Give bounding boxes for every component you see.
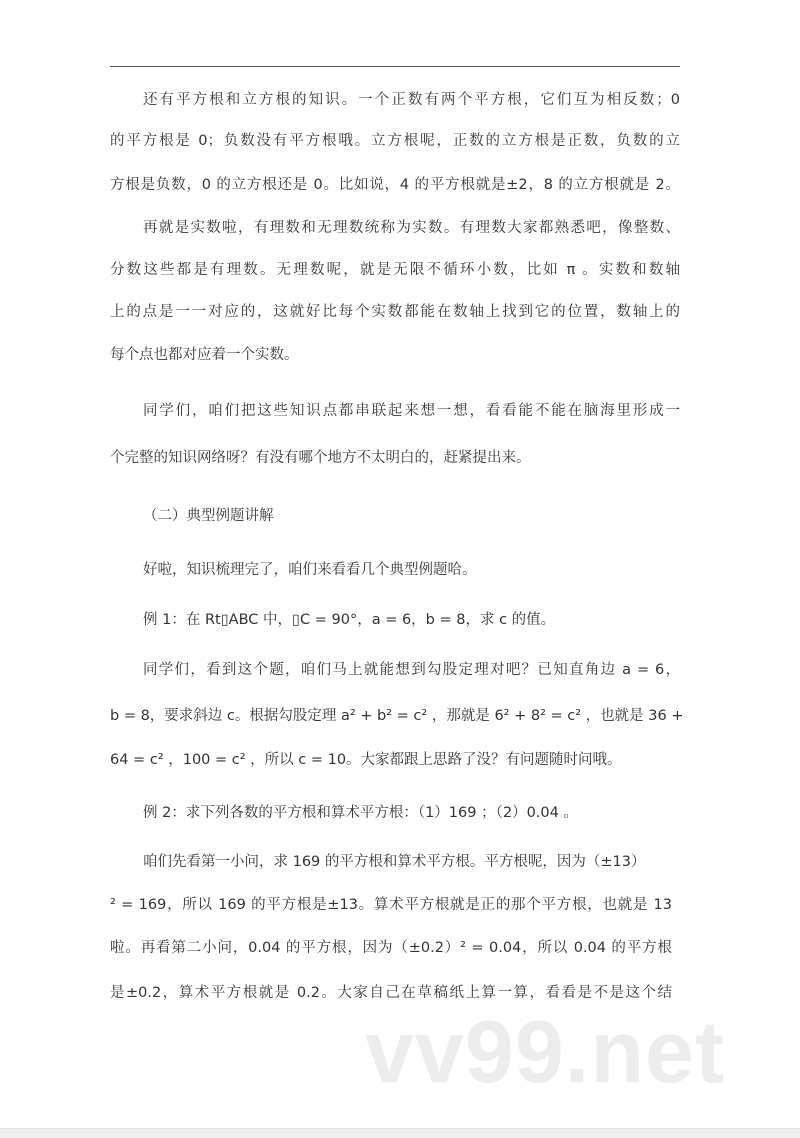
text-line: 咱们先看第一小问，求 169 的平方根和算术平方根。平方根呢，因为（±13） <box>143 854 646 870</box>
text-line: 的平方根是 0；负数没有平方根哦。立方根呢，正数的立方根是正数，负数的立 <box>110 133 680 149</box>
text-line: b = 8，要求斜边 c。根据勾股定理 a² + b² = c² ，那就是 6² + 8² = c² ，也就是 36 + <box>110 708 684 724</box>
watermark: vv99.net <box>365 1002 726 1101</box>
text-line: 是±0.2，算术平方根就是 0.2。大家自己在草稿纸上算一算，看看是不是这个结 <box>110 985 672 1001</box>
text-line: ² = 169，所以 169 的平方根是±13。算术平方根就是正的那个平方根，也就是 13 <box>110 897 672 913</box>
text-line: 上的点是一一对应的，这就好比每个实数都能在数轴上找到它的位置，数轴上的 <box>110 304 680 320</box>
text-line: 同学们，看到这个题，咱们马上就能想到勾股定理对吧？已知直角边 a = 6， <box>143 662 680 678</box>
text-line: 同学们，咱们把这些知识点都串联起来想一想，看看能不能在脑海里形成一 <box>143 403 680 419</box>
text-line: 每个点也都对应着一个实数。 <box>110 347 299 363</box>
header-rule <box>110 66 680 67</box>
text-line: 分数这些都是有理数。无理数呢，就是无限不循环小数，比如 π 。实数和数轴 <box>110 262 680 278</box>
example-1: 例 1：在 Rt▯ABC 中，▯C = 90°，a = 6，b = 8，求 c 的值。 <box>143 612 556 628</box>
text-line: 好啦，知识梳理完了，咱们来看看几个典型例题哈。 <box>143 562 477 578</box>
text-line: 个完整的知识网络呀？有没有哪个地方不太明白的，赶紧提出来。 <box>110 450 531 466</box>
text-line: 啦。再看第二小问，0.04 的平方根，因为（±0.2）² = 0.04，所以 0.04 的平方根 <box>110 940 672 956</box>
text-line: 再就是实数啦，有理数和无理数统称为实数。有理数大家都熟悉吧，像整数、 <box>143 220 680 236</box>
text-line: 64 = c² ，100 = c² ，所以 c = 10。大家都跟上思路了没？有问题随时问哦。 <box>110 752 622 768</box>
text-line: 还有平方根和立方根的知识。一个正数有两个平方根，它们互为相反数；0 <box>143 92 680 108</box>
example-2: 例 2：求下列各数的平方根和算术平方根：（1）169 ；（2）0.04 。 <box>143 805 578 821</box>
text-line: 方根是负数，0 的立方根还是 0。比如说，4 的平方根就是±2，8 的立方根就是 2。 <box>110 177 680 193</box>
section-heading: （二）典型例题讲解 <box>143 508 274 524</box>
